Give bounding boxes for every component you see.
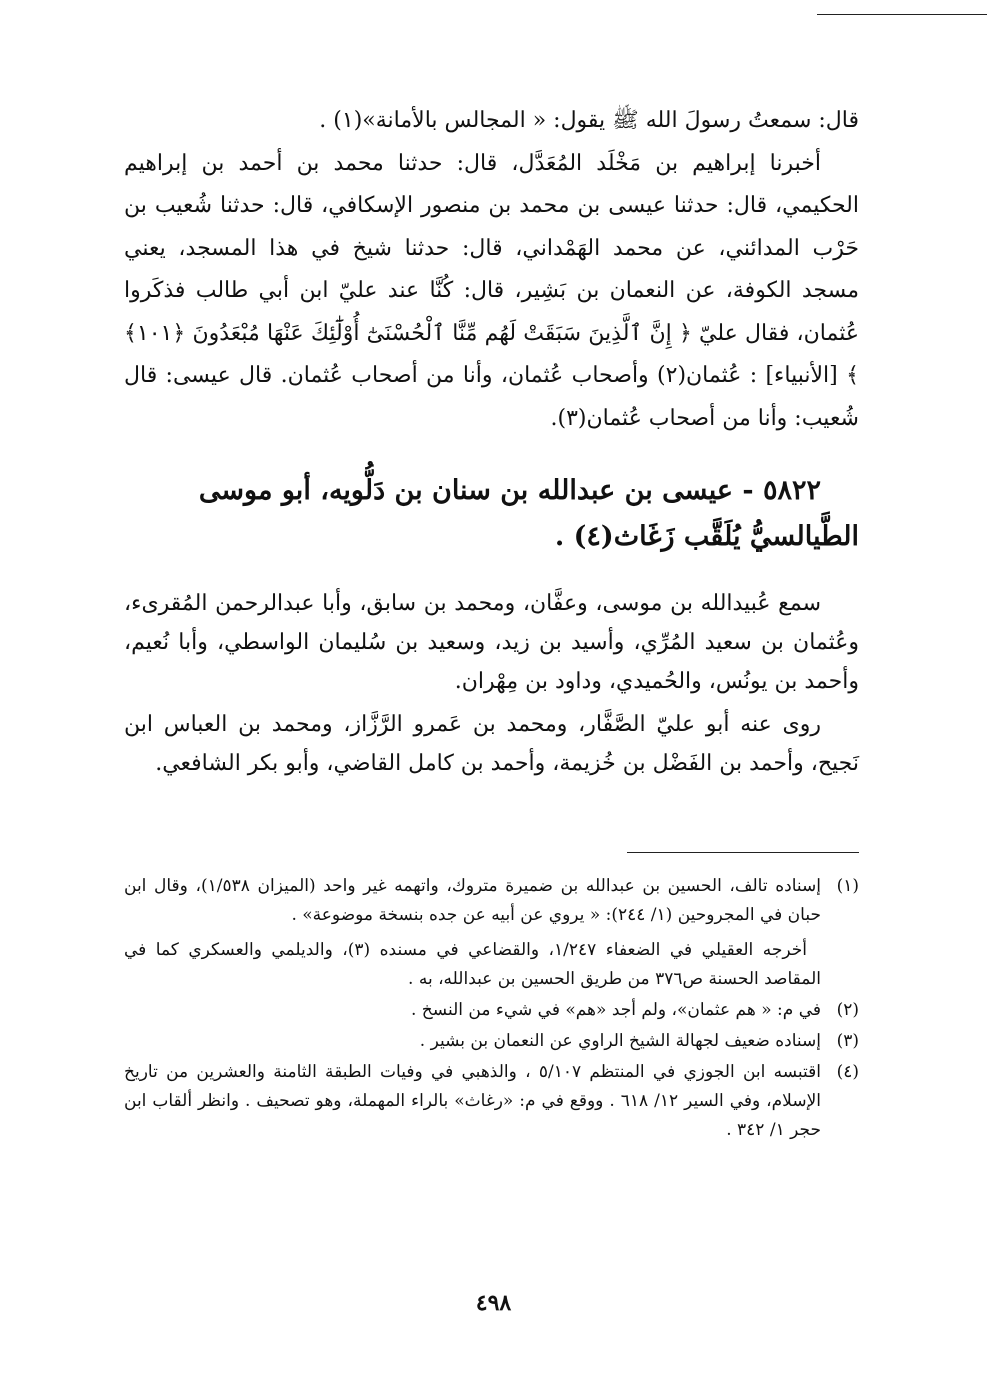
footnote-number: (١) [836, 876, 859, 896]
footnote-text: إسناده تالف، الحسين بن عبدالله بن ضميرة متروك، واتهمه غير واحد (الميزان ١/٥٣٨)، وقال ابن حبان في المجروحين (١/ ٢٤٤): « يروي عن أبيه عن جده بنسخة موضوعة» . [124, 876, 821, 925]
entry-title: ٥٨٢٢ - عيسى بن عبدالله بن سنان بن دَلُّويه، أبو موسى الطَّيالسيُّ يُلَقَّب زَغَاث(٤) . [198, 475, 859, 552]
paragraph-hadith-end: قال: سمعتُ رسولَ الله ﷺ يقول: « المجالس بالأمانة»(١) . [319, 108, 859, 133]
footnote-text: أخرجه العقيلي في الضعفاء ١/٢٤٧، والقضاعي في مسنده (٣)، والديلمي والعسكري كما في المقاصد الحسنة ص٣٧٦ من طريق الحسين بن عبدالله، به . [124, 940, 821, 989]
entry-text [124, 584, 859, 787]
footnote-text: في م: « هم عثمان»، ولم أجد «هم» في شيء من النسخ . [411, 1000, 821, 1020]
footnote-separator [627, 852, 859, 853]
paragraph-isnad: أخبرنا إبراهيم بن مَخْلَد المُعَدَّل، قال: حدثنا محمد بن أحمد بن إبراهيم الحكيمي، قال: حدثنا عيسى بن محمد بن منصور الإسكافي، قال: حدثنا شُعيب بن حَرْب المدائني، عن محمد الهَمْداني، قال: حدثنا شيخ في هذا المسجد، يعني مسجد الكوفة، عن النعمان بن بَشِير، قال: كُنَّا عند عليّ ابن أبي طالب فذكَروا عُثمان، فقال عليّ ﴿ إِنَّ ٱلَّذِينَ سَبَقَتْ لَهُم مِّنَّا ٱلْحُسْنَىٰٓ أُوْلَٰٓئِكَ عَنْهَا مُبْعَدُونَ ﴿١٠١﴾ ﴾ [الأنبياء] : عُثمان(٢) وأصحاب عُثمان، وأنا من أصحاب عُثمان. قال عيسى: قال شُعيب: وأنا من أصحاب عُثمان(٣). [124, 150, 859, 431]
top-corner-rule [817, 14, 987, 15]
entry-heading [124, 468, 859, 560]
footnote-text: إسناده ضعيف لجهالة الشيخ الراوي عن النعمان بن بشير . [419, 1031, 821, 1051]
footnote [124, 996, 859, 1025]
footnote-number: (٢) [836, 1000, 859, 1020]
footnotes [124, 872, 859, 1147]
footnote-number: (٣) [836, 1031, 859, 1051]
footnote [124, 872, 859, 994]
footnote-number: (٤) [836, 1062, 859, 1082]
footnote-text: اقتبسه ابن الجوزي في المنتظم ٥/١٠٧ ، والذهبي في وفيات الطبقة الثامنة والعشرين من تاريخ الإسلام، وفي السير ١٢/ ٦١٨ . ووقع في م: «رغاث» بالراء المهملة، وهو تصحيف . وانظر ألقاب ابن حجر ١/ ٣٤٢ . [124, 1062, 821, 1140]
paragraph-teachers: سمع عُبيدالله بن موسى، وعفَّان، ومحمد بن سابق، وأبا عبدالرحمن المُقرىء، وعُثمان بن سعيد المُرِّي، وأسيد بن زيد، وسعيد بن سُليمان الواسطي، وأبا نُعيم، وأحمد بن يونُس، والحُميدي، وداود بن مِهْران. [124, 591, 859, 694]
footnote [124, 1027, 859, 1056]
paragraph-students: روى عنه أبو عليّ الصَّفَّار، ومحمد بن عَمرو الرَّزَّاز، ومحمد بن العباس ابن نَجيح، وأحمد بن الفَضْل بن خُزيمة، وأحمد بن كامل القاضي، وأبو بكر الشافعي. [124, 712, 859, 776]
footnote [124, 1058, 859, 1145]
page-number: ٤٩٨ [475, 1290, 512, 1316]
main-text [124, 100, 859, 440]
